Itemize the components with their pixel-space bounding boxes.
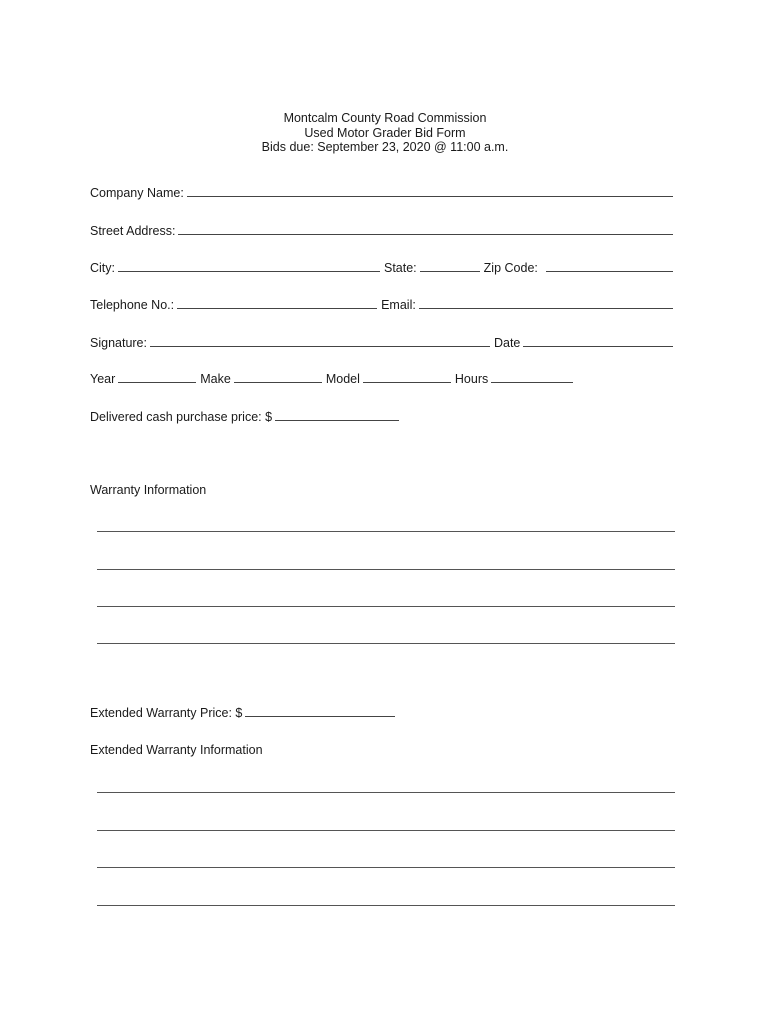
equipment-details-row — [90, 371, 675, 387]
extended-warranty-price-row — [90, 705, 675, 721]
zip-code-label: Zip Code: — [483, 261, 538, 275]
extended-warranty-line[interactable] — [97, 905, 675, 906]
date-label: Date — [493, 336, 521, 350]
make-label: Make — [200, 372, 231, 386]
model-field[interactable] — [363, 372, 451, 383]
email-field[interactable] — [419, 298, 673, 309]
telephone-email-row — [90, 297, 675, 313]
form-header — [0, 111, 770, 155]
bid-due-date: Bids due: September 23, 2020 @ 11:00 a.m. — [261, 140, 509, 154]
city-state-zip-row — [90, 260, 675, 276]
delivered-price-row — [90, 409, 675, 425]
make-field[interactable] — [234, 372, 322, 383]
company-name-field[interactable] — [187, 186, 673, 197]
city-field[interactable] — [118, 261, 380, 272]
extended-warranty-line[interactable] — [97, 792, 675, 793]
extended-warranty-price-label: Extended Warranty Price: $ — [90, 706, 243, 720]
street-address-field[interactable] — [178, 224, 673, 235]
state-label: State: — [384, 261, 417, 275]
form-title: Used Motor Grader Bid Form — [304, 125, 466, 140]
date-field[interactable] — [523, 336, 673, 347]
extended-warranty-information-heading: Extended Warranty Information — [90, 743, 263, 757]
year-label: Year — [90, 372, 116, 386]
street-address-row — [90, 223, 675, 239]
year-field[interactable] — [118, 372, 196, 383]
hours-field[interactable] — [491, 372, 573, 383]
warranty-line[interactable] — [97, 531, 675, 532]
warranty-line[interactable] — [97, 606, 675, 607]
zip-code-field[interactable] — [546, 261, 673, 272]
warranty-information-heading: Warranty Information — [90, 483, 207, 497]
extended-warranty-price-field[interactable] — [245, 706, 395, 717]
telephone-label: Telephone No.: — [90, 298, 175, 312]
city-label: City: — [90, 261, 115, 275]
street-address-label: Street Address: — [90, 224, 176, 238]
company-name-label: Company Name: — [90, 186, 184, 200]
organization-title: Montcalm County Road Commission — [283, 111, 487, 125]
delivered-price-field[interactable] — [275, 410, 399, 421]
signature-field[interactable] — [150, 336, 490, 347]
extended-warranty-line[interactable] — [97, 830, 675, 831]
signature-label: Signature: — [90, 336, 147, 350]
warranty-line[interactable] — [97, 643, 675, 644]
signature-date-row — [90, 335, 675, 351]
hours-label: Hours — [454, 372, 489, 386]
telephone-field[interactable] — [177, 298, 377, 309]
state-field[interactable] — [420, 261, 480, 272]
company-name-row — [90, 185, 675, 201]
warranty-line[interactable] — [97, 569, 675, 570]
delivered-price-label: Delivered cash purchase price: $ — [90, 410, 273, 424]
model-label: Model — [325, 372, 360, 386]
email-label: Email: — [381, 298, 416, 312]
extended-warranty-line[interactable] — [97, 867, 675, 868]
